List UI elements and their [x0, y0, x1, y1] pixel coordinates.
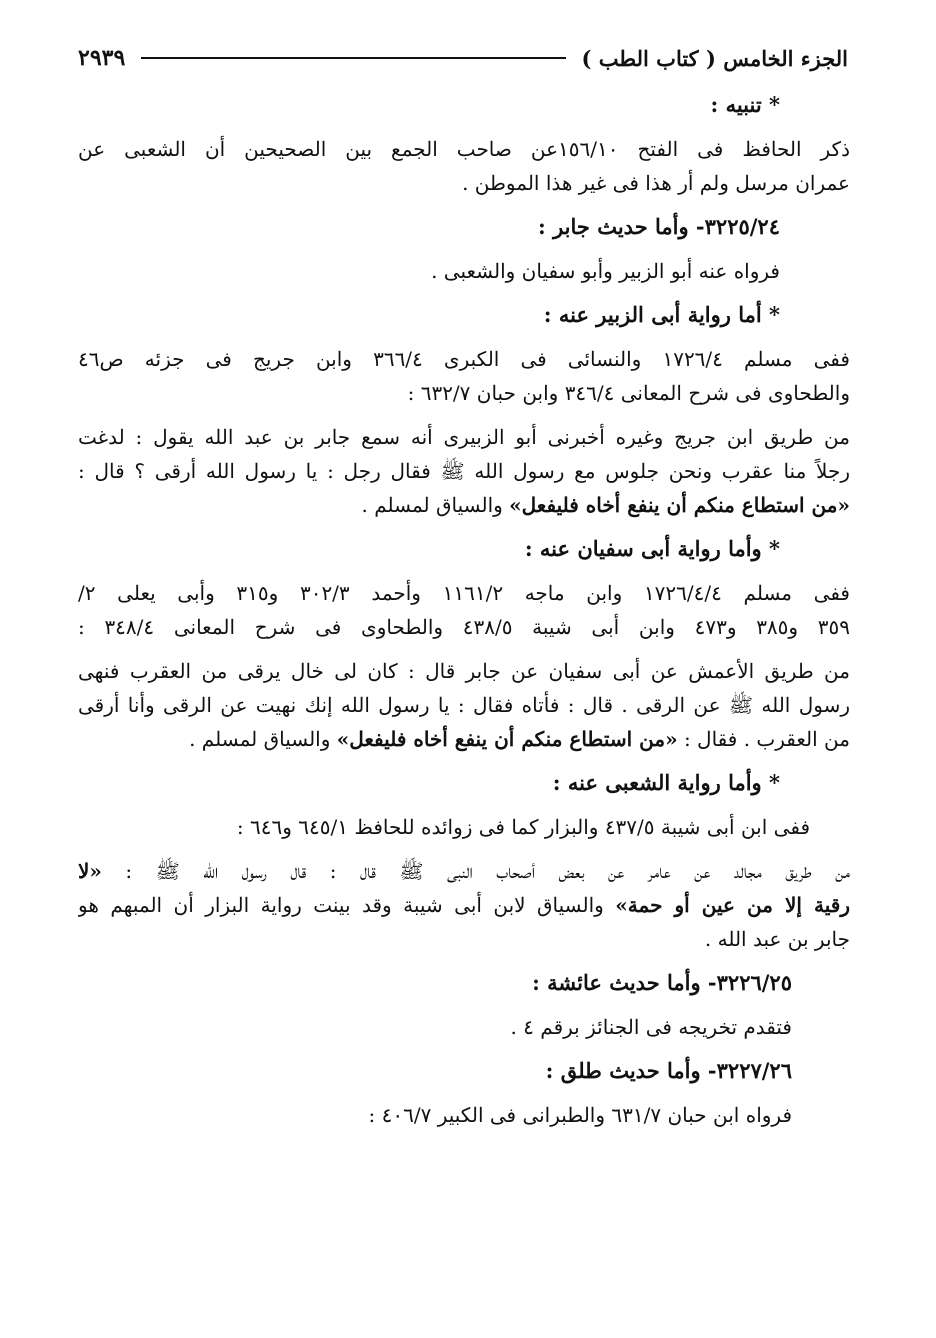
abu-zubair-heading: * أما رواية أبى الزبير عنه : [543, 302, 780, 327]
aisha-line-1: فتقدم تخريجه فى الجنائز برقم ٤ . [510, 1015, 792, 1039]
abu-zubair-line-5: «من استطاع منكم أن ينفع أخاه فليفعل» والسياق لمسلم . [361, 493, 850, 517]
abu-zubair-line-1: ففى مسلم ١٧٢٦/٤ والنسائى فى الكبرى ٣٦٦/٤ وابن جريج فى جزئه ص٤٦ [78, 347, 850, 371]
page-body [78, 88, 850, 1132]
page-number: ٢٩٣٩ [78, 45, 126, 71]
abu-zubair-line-2: والطحاوى فى شرح المعانى ٣٤٦/٤ وابن حبان ٦٣٢/٧ : [407, 381, 850, 405]
shabi-line-1: ففى ابن أبى شيبة ٤٣٧/٥ والبزار كما فى زوائده للحافظ ٦٤٥/١ و٦٤٦ : [236, 815, 810, 839]
shabi-line-2: من طريق مجالد عن عامر عن بعض أصحاب النبى ﷺ قال : قال رسول الله ﷺ : «لا [78, 859, 850, 883]
tanbih-heading: * تنبيه : [710, 92, 780, 117]
abu-sufyan-line-5: من العقرب . فقال : «من استطاع منكم أن ينفع أخاه فليفعل» والسياق لمسلم . [189, 727, 850, 751]
abu-zubair-line-3: من طريق ابن جريج وغيره أخبرنى أبو الزبيرى أنه سمع جابر بن عبد الله يقول : لدغت [78, 425, 850, 449]
jabir-heading: ٣٢٢٥/٢٤- وأما حديث جابر : [538, 214, 780, 239]
aisha-heading: ٣٢٢٦/٢٥- وأما حديث عائشة : [532, 970, 792, 995]
abu-sufyan-line-4: رسول الله ﷺ عن الرقى . قال : فأتاه فقال : يا رسول الله إنك نهيت عن الرقى وأنا أرقى [78, 693, 850, 717]
hadith-text: «لا [78, 859, 102, 883]
hadith-text: «من استطاع منكم أن ينفع أخاه فليفعل» [336, 727, 678, 751]
shabi-heading: * وأما رواية الشعبى عنه : [552, 770, 780, 795]
running-title: الجزء الخامس ( كتاب الطب ) [581, 45, 848, 71]
page-header [78, 38, 848, 78]
hadith-text: رقية إلا من عين أو حمة» [615, 893, 850, 917]
abu-sufyan-line-3: من طريق الأعمش عن أبى سفيان عن جابر قال : كان لى خال يرقى من العقرب فنهى [78, 659, 850, 683]
abu-sufyan-line-2: ٣٥٩ و٣٨٥ و٤٧٣ وابن أبى شيبة ٤٣٨/٥ والطحاوى فى شرح المعانى ٣٤٨/٤ : [78, 615, 850, 639]
abu-zubair-line-4: رجلاً منا عقرب ونحن جلوس مع رسول الله ﷺ فقال رجل : يا رسول الله أرقى ؟ قال : [78, 459, 850, 483]
talq-heading: ٣٢٢٧/٢٦- وأما حديث طلق : [545, 1058, 792, 1083]
tanbih-line-1: ذكر الحافظ فى الفتح ١٥٦/١٠عن صاحب الجمع بين الصحيحين أن الشعبى عن [78, 137, 850, 161]
tanbih-line-2: عمران مرسل ولم أر هذا فى غير هذا الموطن . [462, 171, 850, 195]
abu-sufyan-heading: * وأما رواية أبى سفيان عنه : [524, 536, 780, 561]
talq-line-1: فرواه ابن حبان ٦٣١/٧ والطبرانى فى الكبير ٤٠٦/٧ : [368, 1103, 792, 1127]
shabi-line-3: رقية إلا من عين أو حمة» والسياق لابن أبى شيبة وقد بينت رواية البزار أن المبهم هو [78, 893, 850, 917]
abu-sufyan-line-1: ففى مسلم ١٧٢٦/٤/٤ وابن ماجه ١١٦١/٢ وأحمد ٣٠٢/٣ و٣١٥ وأبى يعلى ٢/ [78, 581, 850, 605]
hadith-text: «من استطاع منكم أن ينفع أخاه فليفعل» [509, 493, 850, 517]
header-rule [141, 57, 565, 59]
shabi-line-4: جابر بن عبد الله . [704, 927, 850, 951]
jabir-line-1: فرواه عنه أبو الزبير وأبو سفيان والشعبى . [431, 259, 780, 283]
